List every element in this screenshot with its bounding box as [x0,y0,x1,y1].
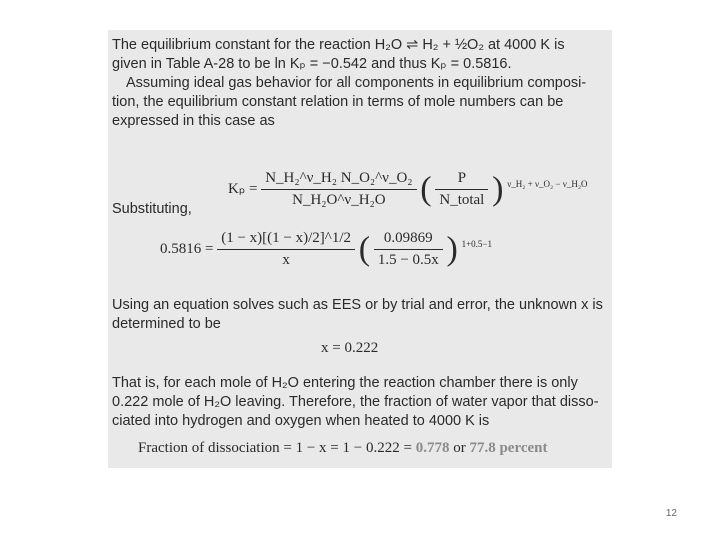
main-lhs: 0.5816 = [160,240,214,257]
page-number: 12 [665,508,677,519]
conclusion-line-2: 0.222 mole of H₂O leaving. Therefore, the fraction of water vapor that disso- [112,394,599,410]
kp-paren-denominator: N_total [439,192,485,208]
intro-line-5: expressed in this case as [112,113,275,129]
kp-equation: Kₚ = $\frac{\text{N\_H₂\textasciicircum{}ν\_H₂ N\_O₂\textasciicircum{}ν\_O₂}}{\text{N\_H₂O\textasciicircum{}ν\_H₂O}}$ ( $\frac{P}{\text{N\_total}}$ ) $^{\nu\_H_2 + \nu\_O_2 - \nu\_H_2O}$ [228,170,588,208]
kp-lhs: Kₚ = [228,180,258,197]
main-numerator: (1 − x)[(1 − x)/2]^1/2 [217,230,355,250]
fraction-of-dissociation [138,440,548,457]
intro-paragraph [112,36,608,131]
kp-exponent: ν_H₂ + ν_O₂ − ν_H₂O [507,178,588,189]
fraction-percent: 77.8 percent [469,440,548,456]
substituting-label: Substituting, [112,201,192,217]
main-paren-denominator: 1.5 − 0.5x [377,252,439,268]
intro-line-4: tion, the equilibrium constant relation in terms of mole numbers can be [112,94,564,110]
conclusion-paragraph [112,374,608,431]
main-paren-numerator: 0.09869 [374,230,443,250]
intro-line-2: given in Table A-28 to be ln Kₚ = −0.542 and thus Kₚ = 0.5816. [112,56,512,72]
x-result: x = 0.222 [321,340,379,356]
conclusion-line-1: That is, for each mole of H₂O entering the reaction chamber there is only [112,375,578,391]
main-denominator: x [282,252,290,268]
intro-line-1: The equilibrium constant for the reaction H₂O ⇌ H₂ + ½O₂ at 4000 K is [112,37,565,53]
fraction-or: or [449,440,470,456]
conclusion-line-3: ciated into hydrogen and oxygen when heated to 4000 K is [112,413,490,429]
solve-line-1: Using an equation solves such as EES or by trial and error, the unknown x is [112,297,603,313]
kp-numerator: N_H₂^ν_H₂ N_O₂^ν_O₂ [261,170,416,190]
main-exponent: 1+0.5−1 [461,238,493,249]
main-equation: 0.5816 = $\frac{(1 - x)[(1 - x)/2]\^{}1/2}{x}$ ( $\frac{0.09869}{1.5 - 0.5x}$ ) $^{1+0.5-1}$ [160,230,493,268]
intro-line-3: Assuming ideal gas behavior for all components in equilibrium composi- [126,75,587,91]
fraction-prefix: Fraction of dissociation = 1 − x = 1 − 0.222 = [138,440,416,456]
solve-line-2: determined to be [112,316,221,332]
kp-denominator: N_H₂O^ν_H₂O [292,192,386,208]
solve-paragraph [112,296,608,334]
textbook-excerpt-image [108,30,612,468]
fraction-value: 0.778 [415,440,450,456]
kp-paren-numerator: P [435,170,488,190]
